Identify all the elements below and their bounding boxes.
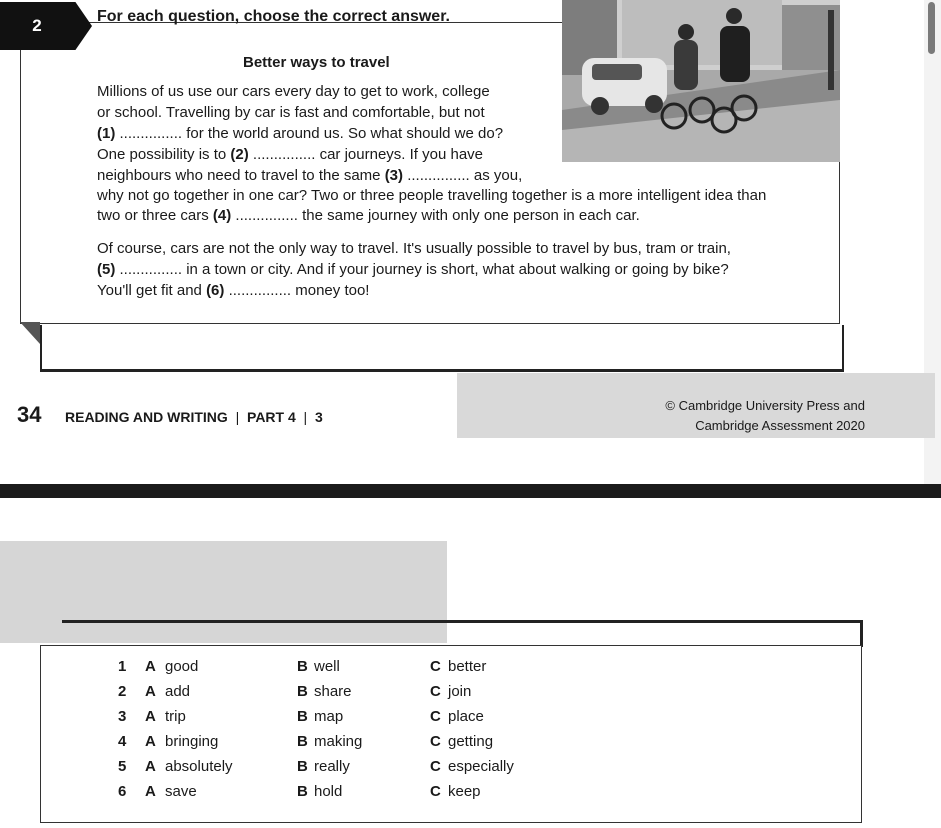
article-line: Millions of us use our cars every day to get to work, college xyxy=(97,83,490,100)
article-line: Of course, cars are not the only way to travel. It's usually possible to travel by bus, tram or train, xyxy=(97,240,731,257)
cyclists-street-photo xyxy=(562,0,840,162)
page-number: 34 xyxy=(17,402,42,427)
article-line: One possibility is to (2) ............... car journeys. If you have xyxy=(97,146,483,163)
article-title: Better ways to travel xyxy=(243,54,390,71)
option-row: 4 A bringing B making C getting xyxy=(118,733,494,750)
page-divider xyxy=(0,484,941,498)
gap-2: (2) xyxy=(230,146,249,163)
article-line: neighbours who need to travel to the same (3) ............... as you, xyxy=(97,167,523,184)
gap-6: (6) xyxy=(206,282,225,299)
article-line: (5) ............... in a town or city. And if your journey is short, what about walking or going by bike? xyxy=(97,261,729,278)
option-a[interactable]: absolutely xyxy=(165,758,233,775)
option-c[interactable]: especially xyxy=(448,758,514,775)
option-a[interactable]: save xyxy=(165,783,197,800)
scrollbar-thumb[interactable] xyxy=(928,2,935,54)
copyright-text: Cambridge Assessment 2020 xyxy=(695,418,865,433)
option-c[interactable]: getting xyxy=(448,733,494,750)
box-corner-decoration xyxy=(20,322,40,344)
option-b[interactable]: well xyxy=(314,658,340,675)
option-c[interactable]: keep xyxy=(448,783,481,800)
options-frame-top xyxy=(62,620,863,647)
article-line: or school. Travelling by car is fast and comfortable, but not xyxy=(97,104,485,121)
article-line: (1) ............... for the world around us. So what should we do? xyxy=(97,125,504,142)
task-number: 2 xyxy=(32,16,42,35)
article-line: why not go together in one car? Two or three people travelling together is a more intelligent idea than xyxy=(97,187,767,204)
article-line: two or three cars (4) ............... the same journey with only one person in each car. xyxy=(97,207,640,224)
section-label: READING AND WRITING | PART 4 | 3 xyxy=(65,409,323,425)
gap-4: (4) xyxy=(212,207,232,224)
article-line: You'll get fit and (6) ............... money too! xyxy=(97,282,370,299)
gap-5: (5) xyxy=(97,261,116,278)
copyright-text: © Cambridge University Press and xyxy=(665,398,865,413)
option-row: 3 A trip B map C place xyxy=(118,708,484,725)
option-b[interactable]: really xyxy=(314,758,350,775)
option-c[interactable]: join xyxy=(448,683,472,700)
option-b[interactable]: hold xyxy=(314,783,343,800)
option-a[interactable]: add xyxy=(165,683,191,700)
option-b[interactable]: map xyxy=(314,708,344,725)
option-a[interactable]: good xyxy=(165,658,199,675)
option-a[interactable]: bringing xyxy=(165,733,219,750)
option-b[interactable]: share xyxy=(314,683,352,700)
gap-3: (3) xyxy=(384,167,404,184)
task-instruction: For each question, choose the correct answer. xyxy=(97,8,450,25)
option-row: 2 A add B share C join xyxy=(118,683,472,700)
option-row: 6 A save B hold C keep xyxy=(118,783,481,800)
option-row: 5 A absolutely B really C especially xyxy=(118,758,514,775)
option-a[interactable]: trip xyxy=(165,708,186,725)
answer-area-frame xyxy=(40,325,844,372)
photo-illustration xyxy=(562,0,840,162)
option-c[interactable]: better xyxy=(448,658,487,675)
option-b[interactable]: making xyxy=(314,733,363,750)
gap-1: (1) xyxy=(97,125,116,142)
option-row: 1 A good B well C better xyxy=(118,658,487,675)
option-c[interactable]: place xyxy=(448,708,484,725)
